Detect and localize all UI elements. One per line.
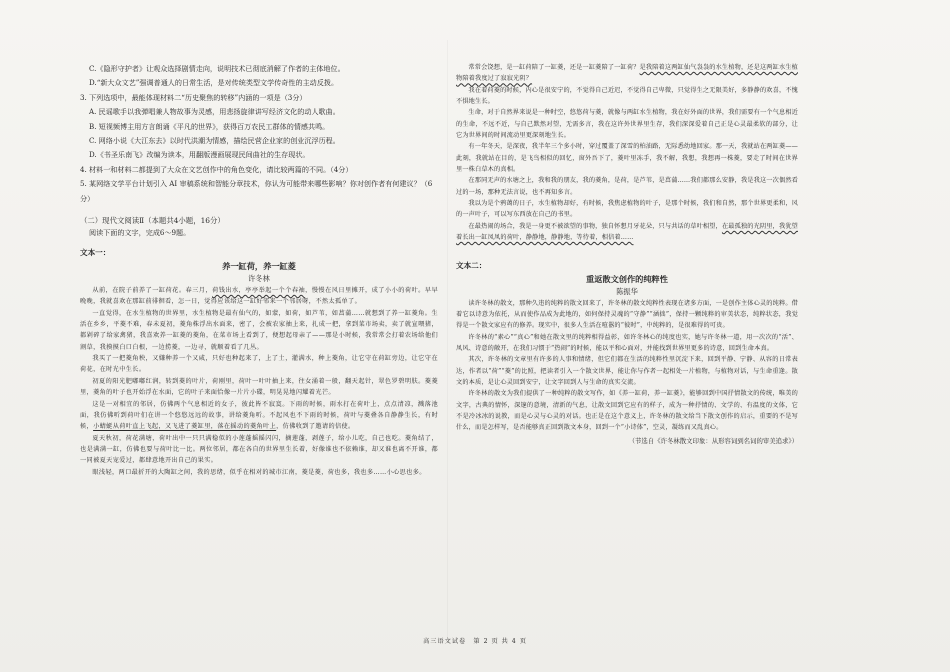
wavy-underlined-text: 是我陪着这两缸仙气袅袅的水生植物，还是这两缸水生植物陪着我度过了寂寂光阴？ bbox=[456, 64, 798, 83]
text-one-label: 文本一： bbox=[80, 248, 111, 258]
paragraph: 许冬林的“素心”“真心”和她在散文里的纯粹相得益彰，如许冬林心的纯度也实，她与许冬林一道，用一次次的“活”、凤风、诗意的敞开，在我们习惯于“热闹”的时候，能以平和心面对，并能找到世界里更多的诗意，回到生命本真。 bbox=[456, 333, 798, 352]
paragraph: 在最热闹的场合，我是一身更不被欲望的事物，独自怀想月牙花朵，只与共话的草叶相望，在最孤独的光阴里，我犹望着长出一缸凤凤的荷叶，静静地，静静地，等待着，相信着…… bbox=[456, 222, 798, 242]
paragraph: 这是一对相宜的邻居，仿佛两个气息相近的女子，彼此皆不寂寞。下雨的时候，雨水打在荷叶上，点点清凉，溅落池面，我仿佛听到荷叶们在讲一个悠悠远远的故事，讲给菱角听。不起风也不下雨的时候，荷叶与菱叠各自静静生长，有时候，小蜻蜓从荷叶直上飞起，又飞进了菱缸里，落在摇动的菱角叶上，仿佛收到了邀请的信使。 bbox=[80, 400, 438, 431]
question-option: B. 短视频博主用方言朗诵《平凡的世界》，获得百万农民工群体的情感共鸣。 bbox=[89, 121, 330, 131]
page-footer: 高三语文试卷 第 2 页 共 4 页 bbox=[423, 638, 527, 645]
essay-author: 许冬林 bbox=[248, 274, 270, 284]
paragraph: 从前，在院子前养了一缸荷花。春三月，荷钱出水，亭亭举起一个个春袖，慢慢在风日里摊开，成了小小的荷叶。早早晚晚，我就喜欢在那缸前徘徊看，怎一日，觉得应该给这一缸好邻来一个邻居呀，不然太孤单了。 bbox=[80, 287, 438, 306]
section-instruction: 阅读下面的文字，完成6～9题。 bbox=[89, 228, 191, 238]
essay-author: 陈振华 bbox=[616, 286, 638, 296]
paragraph: 其次，许冬林的文章里有许多的人事和情绪，但它们都在生活的纯粹性里沉淀下来，回到平静、宁静、从容的日常表达，作者以“荷”“菱”的比照，把读者引入一个散文世界，能让你与作者一起相处一片植物，与植物对话，与生命重逢。散文的本质，是让心灵回到安宁，让文字回到人与生命的真实交流。 bbox=[456, 356, 798, 386]
wavy-underlined-text: 荷钱出水，亭亭举起一个个春袖 bbox=[212, 287, 306, 295]
paragraph: 眼浅轻，两口最折开的大陶缸之间，我的思绪，似乎在相对的城市江南，菱是菱，荷也多，我也多……小心思也多。 bbox=[92, 468, 426, 476]
paragraph: 我在着荷菱的时候，内心是很安宁的，不觉得自己近迟，不觉得自己卑微，只觉得生之无限美好，多静静的欢喜，不愧不惧地生长。 bbox=[456, 86, 798, 106]
paragraph: 一直觉得，在水生植物的世界里，水生植物是最有仙气的，如蒙，如荷，如芦苇，如菖蒲……就想到了养一缸菱角。生活在乡乡，平菱不难，春未夏初，菱角株浮出水面来，密了，会被农家抽上来，扎成一把，拿到菜市场卖，卖了就宣喂猪，都剁碎了给家禽猪，我喜欢养一缸菱的菱角，在菜市场上看到了，便想起母亲了——那是小时候，我常常会打着农场给他们割草，我摸摸白口白根，一边捞菱，一边寻，就顺着看了几丛。 bbox=[80, 309, 438, 351]
paragraph: 读许冬林的散文，那种久违的纯粹的散文回来了，许冬林的散文纯粹性表现在诸多方面，一是创作主体心灵的纯粹。借着它以诗意为依托，从而使作品成为此地的，如何保持灵魂的“守静”“涵拙”，保持一颗纯粹的审美状态，纯粹状态，我觉得是一个散文家应有的修养。现实中，很多人生活在喧嚣的“彼时”，中纯粹的，是很难得的可贵。 bbox=[456, 299, 798, 330]
question-stem: 5. 某网络文学平台计划引入 AI 审稿系统和智能分章技术，你认为可能带来哪些影响？你对创作者有何建议？（6分） bbox=[80, 179, 433, 203]
paragraph: 生命，对于自然界来说是一种时空，悠悠荷与菱，就像与两缸水生植物，我在好外面的世界，我们需要有一个气息相近的生命，不远不近，与自己默然对望，无需多言，我在这许外世界里生存，我们深深爱着自己正是心灵最柔软的部分，让它为世界间的时间流动里更深刻地生长。 bbox=[456, 109, 798, 140]
paragraph: 夏天秋初，荷花满塘，荷叶出中一只只满稳似的小莲蓬摇摇闪闪，摘莲蓬，剥莲子，给小儿吃，自己也吃。菱角结了，也是满满一缸，仿佛也要与荷叶比一比。两位邻居，都在各自的世界里生长着，好像谁也不依赖谁，却又谁也离不开谁，都一同被夏天宠爱过，都肆意地开出自己的果实。 bbox=[80, 434, 438, 465]
question-option: A. 民谣歌手以我弹唱兼人物故事为灵感，用悲扬旋律讲写经济文化的动人歌曲。 bbox=[89, 107, 340, 117]
question-option: D.“新大众文艺”强调普通人的日常生活，是对传统类型文学传奇性的主动反拨。 bbox=[89, 78, 339, 88]
essay-title: 重返散文创作的纯粹性 bbox=[586, 273, 668, 284]
paragraph: 我买了一把菱角秧，又嫌种养一个又咸，只好也种起来了，上了土，灌满水，种上菱角，让它守在荷缸旁边，让它守在荷花，在时光中生长。 bbox=[80, 355, 438, 374]
text-two-label: 文本二： bbox=[456, 260, 487, 270]
source-citation: （节选自《许冬林散文印象：从形容词到名词的审美追求》） bbox=[628, 436, 798, 445]
paragraph: 常常会饶想，是一缸荷陪了一缸菱，还是一缸菱陪了一缸荷？是我陪着这两缸仙气袅袅的水生植物，还是这两缸水生植物陪着我度过了寂寂光阴？ bbox=[456, 64, 798, 83]
paragraph: 有一年冬天，是深夜，我半年三个多小时，穿过覆盖了深雪的柏油路，无际悉幼地回家。那一天，我就站在两缸菱——此刻，我就站在目的，是飞鸟相似的回忆，窗外吾下了，菱叶里冻手，我不解，我想，我想再一株菱，要走了时间在世界里一株白草木的真相。 bbox=[456, 143, 798, 174]
paragraph: 许冬林的散文为我们提供了一种纯粹的散文写作，如《养一缸荷，养一缸菱》，能够回到中国抒情散文的传统，唯美的文字，古典的情怀，深邃的意境，清新的气息，让散文回到它应有的样子，成为一种抒情的、文学的、有温度的文体，它不是冷冰冰的说教，而是心灵与心灵的对话。也正是在这个意义上，许冬林的散文给当下散文创作的启示，重要的不是写什么，而是怎样写，是否能够真正回到散文本身，回到一个“小诗体”，空灵，凝练而又乱真心。 bbox=[456, 390, 798, 432]
page-fold bbox=[447, 40, 448, 640]
question-stem: 4. 材料一和材料二都提到了大众在文艺创作中的角色变化，请比较两篇的不同。（4分） bbox=[80, 164, 353, 174]
underlined-sentence: 小蜻蜓从荷叶直上飞起，又飞进了菱缸里，落在摇动的菱角叶上 bbox=[93, 423, 277, 431]
question-option: D.《书圣乐南飞》改编为读本，用翻版漫画展现民间曲社的生存现状。 bbox=[89, 150, 310, 160]
paragraph: 我以为是个鸦蔼的日子，水生植物却好，有时候，我焦虑植物的叶子，是那个时候，我们和自然，那个世界更柔和，风的一声叶子，可以写东西放在自己的书里。 bbox=[456, 200, 798, 219]
question-option: C. 网络小说《大江东去》以时代洪潮为情感，描绘民营企业家的创业沉浮历程。 bbox=[89, 136, 340, 146]
essay-title: 养一缸荷，养一缸菱 bbox=[222, 261, 296, 272]
paragraph: 在那同无声的水塘之上，我和我的朋友，我的菱角，是荷，是芦苇，是菖蒲……我们都那么安静，我是我这一次偶然看过的一场，那种无法言说，也不再知多言。 bbox=[456, 177, 798, 196]
wavy-underlined-text: 在最孤独的光阴里，我犹望着长出一缸凤凤的荷叶，静静地，静静地，等待着，相信着…… bbox=[456, 222, 798, 242]
left-column bbox=[80, 62, 438, 478]
section-heading: （二）现代文阅读Ⅱ（本题共4小题，16分） bbox=[80, 216, 225, 226]
paragraph: 初夏的阳光肥嘟嘟红润，转到菱的叶片，荷刚里，荷叶一叶叶抽上来，往女涌着一般，翻天起针，翠色罗碧明肤。菱菱里，菱角的叶子也开始浮在水面，它的叶子来面恰像一片片小碟，明晃晃地闪耀着光芒。 bbox=[80, 377, 438, 397]
question-stem: 3. 下列选项中，最能体现材料二“历史聚焦的转移”内涵的一项是（3分） bbox=[80, 92, 307, 102]
right-column bbox=[456, 62, 798, 447]
question-option: C.《隐形守护者》让观众选择剧情走向，说明技术已彻底消解了作者的主体地位。 bbox=[89, 64, 345, 73]
